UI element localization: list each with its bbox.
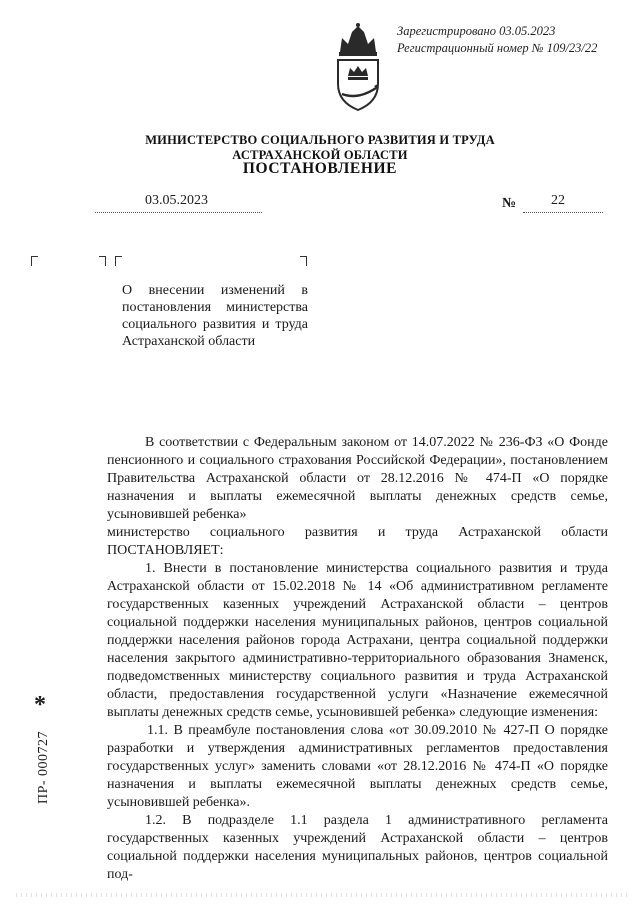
registration-stamp: [397, 23, 597, 57]
body-paragraph: министерство социального развития и труда Астраханской области ПОСТАНОВЛЯЕТ:: [107, 525, 608, 558]
ministry-name-line1: МИНИСТЕРСТВО СОЦИАЛЬНОГО РАЗВИТИЯ И ТРУДА: [145, 133, 495, 147]
corner-mark: [99, 256, 106, 266]
document-number: 22: [551, 193, 565, 208]
corner-mark: [300, 256, 307, 266]
margin-document-code: ПР- 000727: [36, 730, 51, 804]
document-subject: О внесении изменений в постановления министерства социального развития и труда Астраханской области: [122, 283, 308, 349]
document-date: 03.05.2023: [145, 193, 208, 208]
margin-asterisk: *: [34, 692, 46, 718]
astrakhan-coat-of-arms-icon: [330, 22, 386, 114]
registration-date: Зарегистрировано 03.05.2023: [397, 24, 556, 38]
document-body: [107, 434, 608, 884]
corner-mark: [31, 256, 38, 266]
body-paragraph: 1. Внести в постановление министерства социального развития и труда Астраханской области от 15.02.2018 № 14 «Об административном регламенте государственных казенных учреждений Астраханской области – центров социальной поддержки населения муниципальных районов, центров социальной поддержки населения районов города Астрахани, центра социальной поддержки населения закрытого административно-территориального образования Знаменск, подведомственных министерству социального развития и труда Астраханской области, предоставления государственной услуги «Назначение ежемесячной выплаты денежных средств семье, усыновившей ребенка» следующие изменения:: [107, 561, 608, 720]
registration-number: Регистрационный номер № 109/23/22: [397, 41, 598, 55]
body-paragraph: 1.2. В подразделе 1.1 раздела 1 административного регламента государственных казенных учреждений Астраханской области – центров социальной поддержки населения муниципальных районов, центров социальной под-: [107, 813, 608, 882]
body-paragraph: В соответствии с Федеральным законом от 14.07.2022 № 236-ФЗ «О Фонде пенсионного и социального страхования Российской Федерации», постановлением Правительства Астраханской области от 28.12.2016 № 474-П «О порядке назначения и выплаты ежемесячной выплаты денежных средств семье, усыновившей ребенка»: [107, 435, 608, 522]
ministry-name-line2: АСТРАХАНСКОЙ ОБЛАСТИ: [232, 148, 408, 162]
corner-mark: [115, 256, 122, 266]
number-sign: №: [502, 196, 517, 211]
scan-edge: [16, 893, 628, 897]
body-paragraph: 1.1. В преамбуле постановления слова «от 30.09.2010 № 427-П О порядке разработки и утверждения административных регламентов предоставления государственных услуг» заменить словами «от 28.12.2016 № 474-П «О порядке назначения и выплаты ежемесячной выплаты денежных средств семье, усыновившей ребенка».: [107, 723, 608, 810]
document-type: ПОСТАНОВЛЕНИЕ: [242, 160, 398, 177]
